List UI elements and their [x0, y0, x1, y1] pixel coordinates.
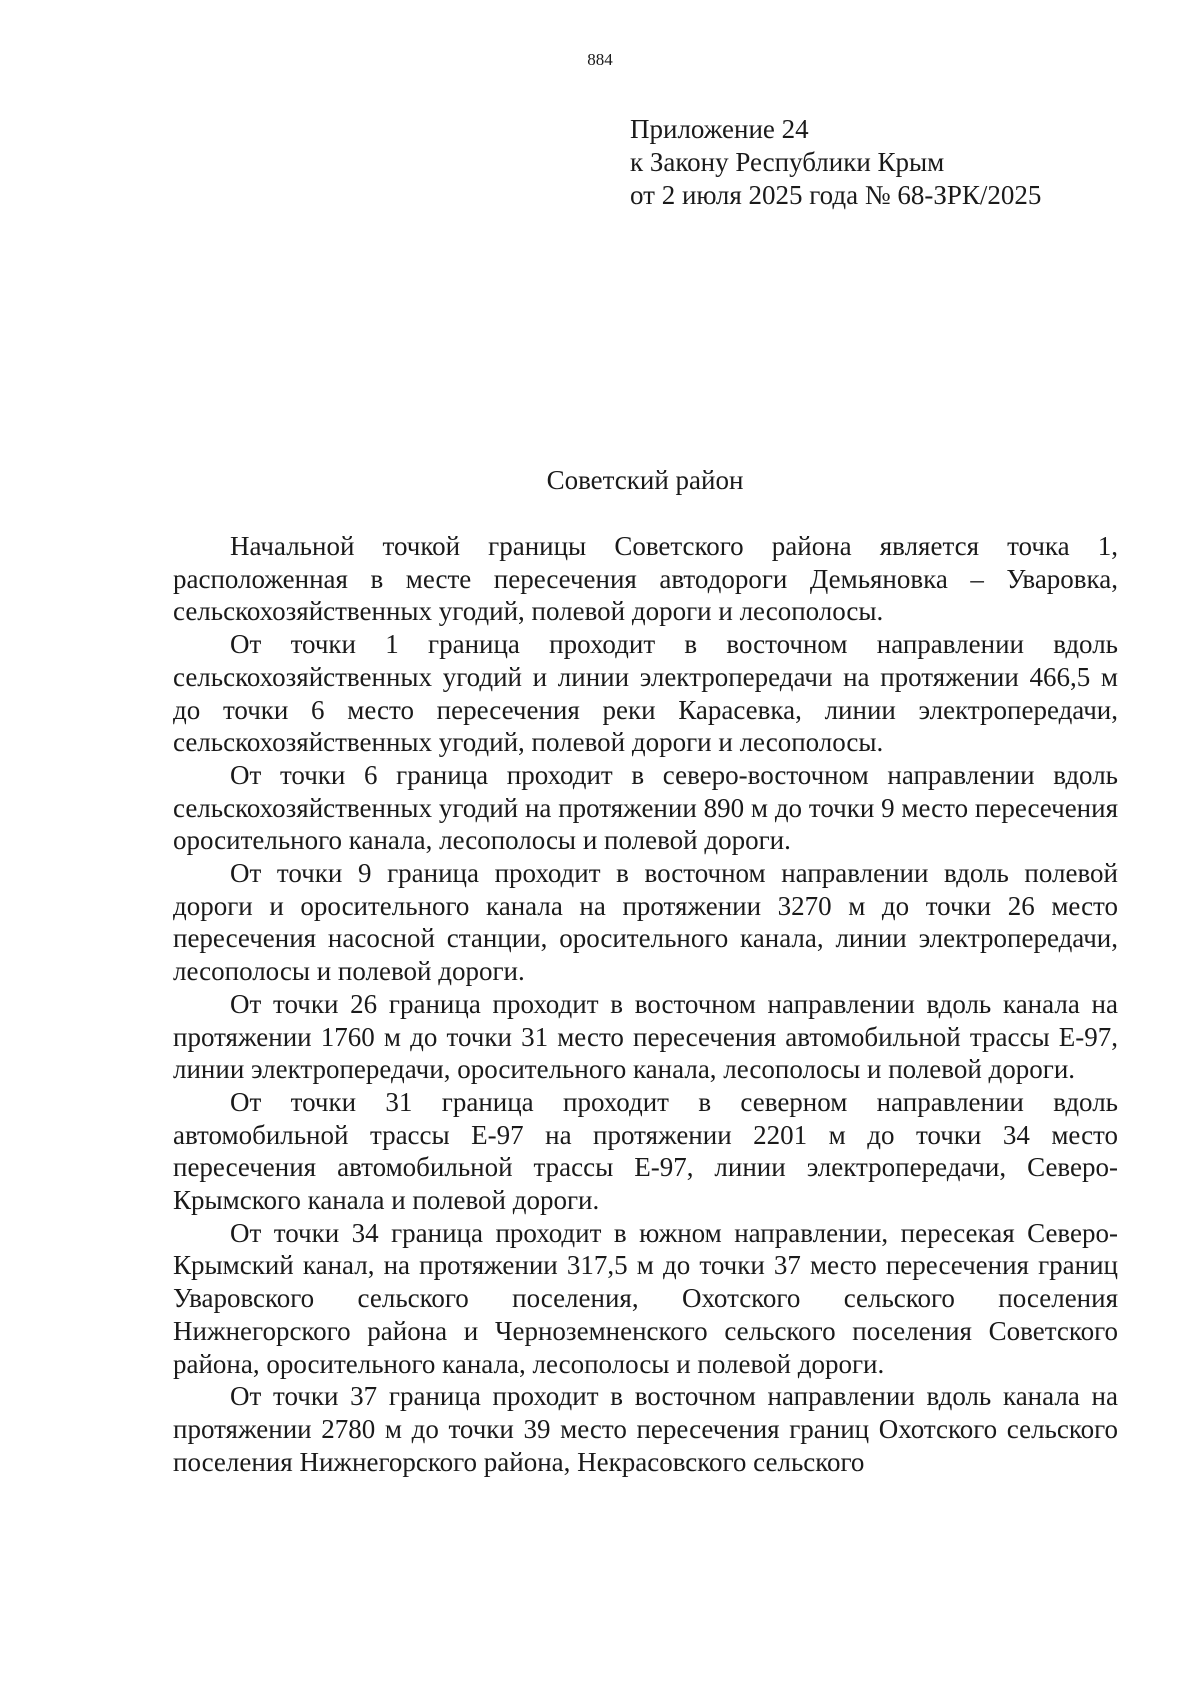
- paragraph: От точки 31 граница проходит в северном направлении вдоль автомобильной трассы Е-97 на протяжении 2201 м до точки 34 место пересечения автомобильной трассы Е-97, линии электропередачи, Северо-Крымского канала и полевой дороги.: [173, 1086, 1118, 1216]
- paragraph: От точки 9 граница проходит в восточном направлении вдоль полевой дороги и оросительного канала на протяжении 3270 м до точки 26 место пересечения насосной станции, оросительного канала, линии электропередачи, лесополосы и полевой дороги.: [173, 858, 1118, 987]
- document-title: Советский район: [546, 465, 744, 495]
- page-number: 884: [587, 50, 613, 69]
- appendix-line-1: Приложение 24: [630, 114, 809, 144]
- paragraph: От точки 37 граница проходит в восточном направлении вдоль канала на протяжении 2780 м до точки 39 место пересечения границ Охотского сельского поселения Нижнегорского района, Некрасовского сельского: [173, 1381, 1118, 1477]
- paragraph: От точки 34 граница проходит в южном направлении, пересекая Северо-Крымский канал, на протяжении 317,5 м до точки 37 место пересечения границ Уваровского сельского поселения, Охотского сельского поселения Нижнегорского района и Черноземненского сельского поселения Советского района, оросительного канала, лесополосы и полевой дороги.: [173, 1217, 1118, 1379]
- appendix-header: [630, 113, 1041, 212]
- paragraph: Начальной точкой границы Советского района является точка 1, расположенная в месте пересечения автодороги Демьяновка – Уваровка, сельскохозяйственных угодий, полевой дороги и лесополосы.: [173, 531, 1118, 627]
- paragraph: От точки 6 граница проходит в северо-восточном направлении вдоль сельскохозяйственных угодий на протяжении 890 м до точки 9 место пересечения оросительного канала, лесополосы и полевой дороги.: [173, 759, 1118, 856]
- paragraph: От точки 1 граница проходит в восточном направлении вдоль сельскохозяйственных угодий и линии электропередачи на протяжении 466,5 м до точки 6 место пересечения реки Карасевка, линии электропередачи, сельскохозяйственных угодий, полевой дороги и лесополосы.: [173, 629, 1118, 758]
- appendix-line-2: к Закону Республики Крым: [630, 147, 945, 177]
- appendix-line-3: от 2 июля 2025 года № 68-ЗРК/2025: [630, 180, 1042, 210]
- document-body: [173, 530, 1118, 1478]
- paragraph: От точки 26 граница проходит в восточном направлении вдоль канала на протяжении 1760 м до точки 31 место пересечения автомобильной трассы Е-97, линии электропередачи, оросительного канала, лесополосы и полевой дороги.: [173, 988, 1118, 1085]
